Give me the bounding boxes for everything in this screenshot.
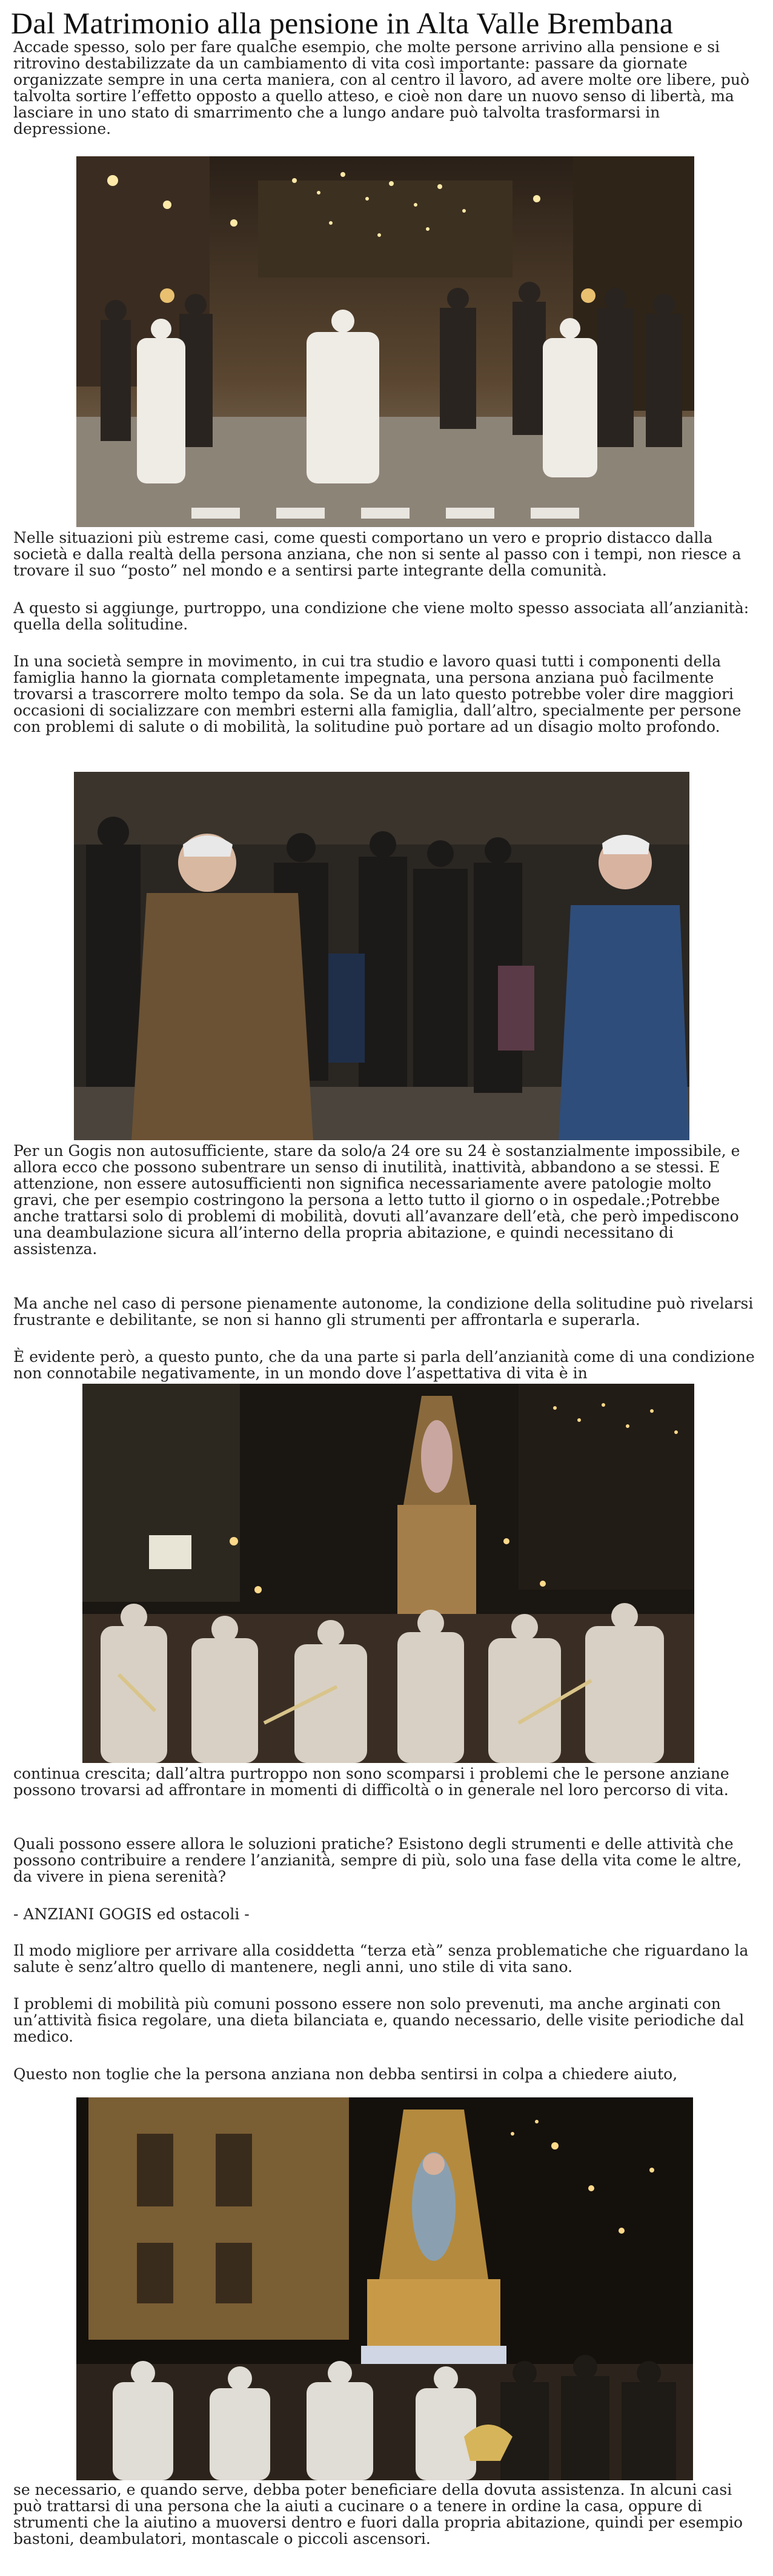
photo-procession-street — [76, 156, 694, 527]
photo-elderly-men-procession — [74, 772, 689, 1140]
photo-procession-street-image — [76, 156, 694, 527]
paragraph-13: Questo non toglie che la persona anziana non debba sentirsi in colpa a chiedere aiuto, — [13, 2065, 678, 2083]
photo-band-and-statue — [82, 1384, 694, 1763]
paragraph-14: se necessario, e quando serve, debba poter beneficiare della dovuta assistenza. In alcuni casi può trattarsi di una persona che la aiuti a cucinare o a tenere in ordine la casa, oppure di strumenti che la aiutino a muoversi dentro e fuori dalla propria abitazione, quindi per esempio bastoni, deambulatori, montascale o piccoli ascensori. — [13, 2481, 743, 2548]
photo-statue-float-band-image — [76, 2097, 693, 2480]
photo-band-and-statue-image — [82, 1384, 694, 1763]
article-title: Dal Matrimonio alla pensione in Alta Valle Brembana — [11, 6, 674, 40]
paragraph-12: I problemi di mobilità più comuni possono essere non solo prevenuti, ma anche arginati con un’attività fisica regolare, una dieta bilanciata e, quando necessario, delle visite periodiche dal medico. — [13, 1995, 745, 2045]
paragraph-4: In una società sempre in movimento, in cui tra studio e lavoro quasi tutti i componenti della famiglia hanno la giornata completamente impegnata, una persona anziana può facilmente trovarsi a trascorrere molto tempo da sola. Se da un lato questo potrebbe voler dire maggiori occasioni di socializzare con membri esterni alla famiglia, dall’altro, specialmente per persone con problemi di salute o di mobilità, la solitudine può portare ad un disagio molto profondo. — [13, 652, 741, 735]
paragraph-10: - ANZIANI GOGIS ed ostacoli - — [13, 1905, 250, 1923]
paragraph-8: continua crescita; dall’altra purtroppo non sono scomparsi i problemi che le persone anziane possono trovarsi ad affrontare in momenti di difficoltà o in generale nel loro percorso di vita. — [13, 1765, 729, 1799]
photo-statue-float-band — [76, 2097, 693, 2480]
paragraph-11: Il modo migliore per arrivare alla cosiddetta “terza età” senza problematiche che riguardano la salute è senz’altro quello di mantenere, negli anni, uno stile di vita sano. — [13, 1942, 749, 1976]
paragraph-7: È evidente però, a questo punto, che da una parte si parla dell’anzianità come di una condizione non connotabile negativamente, in un mondo dove l’aspettativa di vita è in — [13, 1348, 755, 1382]
paragraph-3: A questo si aggiunge, purtroppo, una condizione che viene molto spesso associata all’anzianità: quella della solitudine. — [13, 599, 749, 633]
paragraph-5: Per un Gogis non autosufficiente, stare da solo/a 24 ore su 24 è sostanzialmente impossibile, e allora ecco che possono subentrare un senso di inutilità, inattività, abbandono a se stessi. E attenzione, non essere autosufficienti non significa necessariamente avere patologie molto gravi, che per esempio costringono la persona a letto tutto il giorno o in ospedale.;Potrebbe anche trattarsi solo di problemi di mobilità, dovuti all’avanzare dell’età, che però impediscono una deambulazione sicura all’interno della propria abitazione, e quindi necessitano di assistenza. — [13, 1142, 740, 1258]
paragraph-9: Quali possono essere allora le soluzioni pratiche? Esistono degli strumenti e delle attività che possono contribuire a rendere l’anzianità, sempre di più, solo una fase della vita come le altre, da vivere in piena serenità? — [13, 1835, 742, 1885]
photo-elderly-men-procession-image — [74, 772, 689, 1140]
paragraph-2: Nelle situazioni più estreme casi, come questi comportano un vero e proprio distacco dalla società e dalla realtà della persona anziana, che non si sente al passo con i tempi, non riesce a trovare il suo “posto” nel mondo e a sentirsi parte integrante della comunità. — [13, 529, 741, 579]
paragraph-6: Ma anche nel caso di persone pienamente autonome, la condizione della solitudine può rivelarsi frustrante e debilitante, se non si hanno gli strumenti per affrontarla e superarla. — [13, 1295, 754, 1329]
paragraph-1: Accade spesso, solo per fare qualche esempio, che molte persone arrivino alla pensione e si ritrovino destabilizzate da un cambiamento di vita così importante: passare da giornate organizzate sempre in una certa maniera, con al centro il lavoro, ad avere molte ore libere, può talvolta sortire l’effetto opposto a quello atteso, e cioè non dare un nuovo senso di libertà, ma lasciare in uno stato di smarrimento che a lungo andare può talvolta trasformarsi in depressione. — [13, 38, 750, 138]
